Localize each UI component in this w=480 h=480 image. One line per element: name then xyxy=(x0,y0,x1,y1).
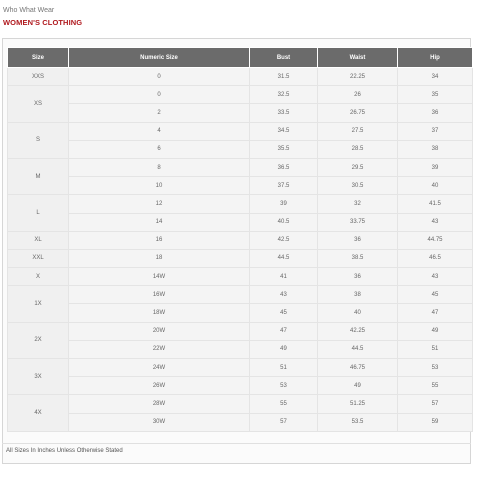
table-cell: 0 xyxy=(69,86,250,104)
table-cell: 49 xyxy=(318,377,398,395)
table-cell: 36 xyxy=(318,268,398,286)
table-cell: 22W xyxy=(69,340,250,358)
table-cell: 37 xyxy=(398,122,473,140)
table-cell: 29.5 xyxy=(318,158,398,176)
table-cell: 44.5 xyxy=(318,340,398,358)
table-cell: 36.5 xyxy=(250,158,318,176)
table-cell: 53 xyxy=(250,377,318,395)
table-cell: 16W xyxy=(69,286,250,304)
size-label-cell: X xyxy=(8,268,69,286)
size-chart-table xyxy=(7,47,473,432)
size-label-cell: M xyxy=(8,158,69,194)
table-cell: 37.5 xyxy=(250,177,318,195)
table-row xyxy=(8,413,473,431)
table-cell: 49 xyxy=(398,322,473,340)
table-cell: 53 xyxy=(398,359,473,377)
table-cell: 40.5 xyxy=(250,213,318,231)
table-cell: 51 xyxy=(398,340,473,358)
table-cell: 49 xyxy=(250,340,318,358)
column-header: Waist xyxy=(318,48,398,68)
table-cell: 34 xyxy=(398,68,473,86)
table-cell: 40 xyxy=(318,304,398,322)
table-cell: 44.5 xyxy=(250,249,318,267)
table-cell: 2 xyxy=(69,104,250,122)
table-cell: 4 xyxy=(69,122,250,140)
table-cell: 6 xyxy=(69,140,250,158)
table-row xyxy=(8,322,473,340)
table-cell: 32 xyxy=(318,195,398,213)
table-cell: 26.75 xyxy=(318,104,398,122)
size-label-cell: XS xyxy=(8,86,69,122)
table-cell: 8 xyxy=(69,158,250,176)
table-cell: 35 xyxy=(398,86,473,104)
table-cell: 45 xyxy=(250,304,318,322)
table-cell: 14W xyxy=(69,268,250,286)
table-cell: 33.5 xyxy=(250,104,318,122)
table-cell: 22.25 xyxy=(318,68,398,86)
table-cell: 38.5 xyxy=(318,249,398,267)
table-row xyxy=(8,286,473,304)
table-cell: 45 xyxy=(398,286,473,304)
table-row xyxy=(8,140,473,158)
table-cell: 26W xyxy=(69,377,250,395)
table-body xyxy=(8,68,473,432)
table-row xyxy=(8,249,473,267)
table-row xyxy=(8,86,473,104)
table-row xyxy=(8,377,473,395)
table-row xyxy=(8,104,473,122)
table-cell: 33.75 xyxy=(318,213,398,231)
table-row xyxy=(8,231,473,249)
table-row xyxy=(8,195,473,213)
table-cell: 43 xyxy=(398,268,473,286)
table-cell: 43 xyxy=(250,286,318,304)
table-cell: 18W xyxy=(69,304,250,322)
table-cell: 18 xyxy=(69,249,250,267)
table-cell: 30W xyxy=(69,413,250,431)
table-cell: 30.5 xyxy=(318,177,398,195)
size-label-cell: 2X xyxy=(8,322,69,358)
table-cell: 42.25 xyxy=(318,322,398,340)
table-cell: 42.5 xyxy=(250,231,318,249)
table-cell: 47 xyxy=(398,304,473,322)
column-header: Hip xyxy=(398,48,473,68)
column-header: Bust xyxy=(250,48,318,68)
table-row xyxy=(8,304,473,322)
column-header: Numeric Size xyxy=(69,48,250,68)
table-row xyxy=(8,395,473,413)
table-cell: 38 xyxy=(398,140,473,158)
table-cell: 57 xyxy=(398,395,473,413)
table-cell: 46.75 xyxy=(318,359,398,377)
table-cell: 46.5 xyxy=(398,249,473,267)
table-header xyxy=(8,48,473,68)
table-cell: 43 xyxy=(398,213,473,231)
table-row xyxy=(8,122,473,140)
table-cell: 28.5 xyxy=(318,140,398,158)
size-label-cell: XL xyxy=(8,231,69,249)
table-cell: 53.5 xyxy=(318,413,398,431)
table-cell: 10 xyxy=(69,177,250,195)
table-cell: 36 xyxy=(318,231,398,249)
table-cell: 0 xyxy=(69,68,250,86)
table-cell: 35.5 xyxy=(250,140,318,158)
table-cell: 26 xyxy=(318,86,398,104)
divider xyxy=(2,443,471,444)
table-cell: 51 xyxy=(250,359,318,377)
size-label-cell: 4X xyxy=(8,395,69,431)
table-cell: 28W xyxy=(69,395,250,413)
table-cell: 20W xyxy=(69,322,250,340)
table-row xyxy=(8,340,473,358)
size-label-cell: L xyxy=(8,195,69,231)
size-label-cell: S xyxy=(8,122,69,158)
table-cell: 32.5 xyxy=(250,86,318,104)
table-cell: 59 xyxy=(398,413,473,431)
brand-name: Who What Wear xyxy=(3,7,55,14)
table-cell: 39 xyxy=(398,158,473,176)
table-cell: 51.25 xyxy=(318,395,398,413)
table-cell: 40 xyxy=(398,177,473,195)
table-row xyxy=(8,68,473,86)
column-header: Size xyxy=(8,48,69,68)
table-cell: 57 xyxy=(250,413,318,431)
size-label-cell: 1X xyxy=(8,286,69,322)
size-label-cell: XXL xyxy=(8,249,69,267)
table-cell: 55 xyxy=(250,395,318,413)
table-cell: 24W xyxy=(69,359,250,377)
table-cell: 14 xyxy=(69,213,250,231)
size-label-cell: XXS xyxy=(8,68,69,86)
table-cell: 16 xyxy=(69,231,250,249)
table-row xyxy=(8,268,473,286)
table-cell: 31.5 xyxy=(250,68,318,86)
page-title: WOMEN'S CLOTHING xyxy=(3,18,83,27)
table-cell: 34.5 xyxy=(250,122,318,140)
table-row xyxy=(8,177,473,195)
table-cell: 41 xyxy=(250,268,318,286)
table-cell: 55 xyxy=(398,377,473,395)
table-cell: 41.5 xyxy=(398,195,473,213)
table-cell: 12 xyxy=(69,195,250,213)
footnote: All Sizes In Inches Unless Otherwise Stated xyxy=(6,448,123,454)
table-cell: 47 xyxy=(250,322,318,340)
table-row xyxy=(8,213,473,231)
table-cell: 44.75 xyxy=(398,231,473,249)
size-label-cell: 3X xyxy=(8,359,69,395)
table-cell: 38 xyxy=(318,286,398,304)
table-row xyxy=(8,359,473,377)
table-cell: 36 xyxy=(398,104,473,122)
table-cell: 27.5 xyxy=(318,122,398,140)
table-cell: 39 xyxy=(250,195,318,213)
table-row xyxy=(8,158,473,176)
